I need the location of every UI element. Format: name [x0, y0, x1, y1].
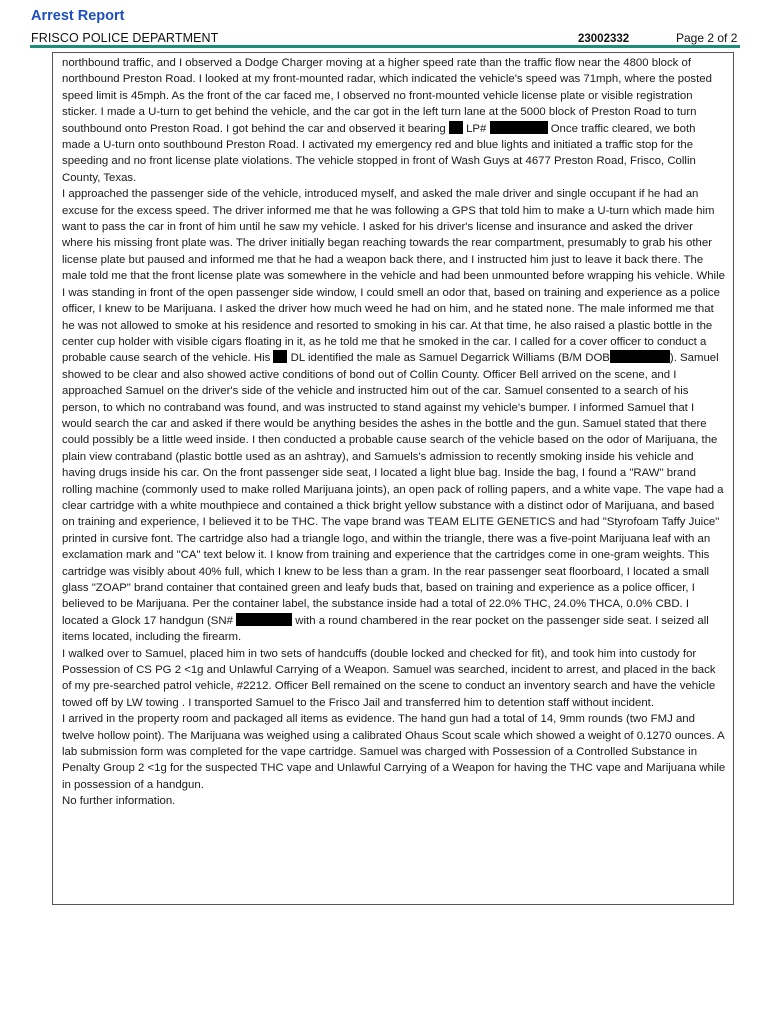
report-title: Arrest Report — [31, 8, 125, 24]
redaction-box — [610, 350, 670, 363]
narrative-text-run: LP# — [462, 122, 490, 135]
narrative-paragraph — [62, 793, 726, 809]
department-name: FRISCO POLICE DEPARTMENT — [31, 31, 219, 45]
narrative-text — [62, 55, 726, 810]
header-divider — [30, 45, 740, 48]
narrative-text-run: I approached the passenger side of the vehicle, introduced myself, and asked the male driver and single occupant if he had an excuse for the excess speed. The driver informed me that he was following a GPS that told him to make a U-turn which made him want to pass the car in front of him until he saw my vehicle. I asked for his driver's license and insurance and asked the driver where his missing front plate was. The driver initially began reaching towards the rear compartment, presumably to grab his other license plate but paused and informed me that he had a weapon back there, and I instructed him just to leave it back there. The male told me that the front license plate was somewhere in the vehicle and had been unmounted before wrapping his vehicle. While I was standing in front of the open passenger side window, I could smell an odor that, based on training and experience as a police officer, I knew to be Marijuana. I asked the driver how much weed he had on him, and he stated none. The male informed me that he was not allowed to smoke at his residence and resorted to smoking in his car. At that time, he also raised a plastic bottle in the center cup holder with visible cigars floating in it, as he told me that he smoked in the car. I called for a cover officer to conduct a probable cause search of the vehicle. His — [62, 188, 725, 365]
narrative-text-run: No further information. — [62, 795, 176, 808]
redaction-box — [273, 350, 287, 363]
narrative-text-run: I arrived in the property room and packaged all items as evidence. The hand gun had a total of 14, 9mm rounds (two FMJ and twelve hollow point). The Marijuana was weighed using a calibrated Ohaus Scout scale which showed a weight of 0.1270 ounces. A lab submission form was completed for the vape cartridge. Samuel was charged with Possession of a Controlled Substance in Penalty Group 2 <1g for the suspected THC vape and Unlawful Carrying of a Weapon for having the THC vape and Marijuana while in possession of a handgun. — [62, 713, 726, 791]
narrative-text-run: ). Samuel showed to be clear and also showed active conditions of bond out of Collin County. Officer Bell arrived on the scene, and I approached Samuel on the driver's side of the vehicle and instructed him out of the car. Samuel consented to a search of his person, to which no contraband was found, and was instructed to stand against my vehicle's bumper. I informed Samuel that I would search the car and asked if there would be anything besides the ashes in the bottle and the gun. Samuel stated that there could possibly be a little weed inside. I then conducted a probable cause search of the vehicle based on the odor of Marijuana, the plain view contraband (plastic bottle used as an ashtray), and Samuels's admission to recently smoking inside his vehicle and having drugs inside his car. On the front passenger side seat, I located a light blue bag. Inside the bag, I found a "RAW" brand rolling machine (commonly used to make rolled Marijuana joints), an open pack of rolling papers, and a white vape. The vape had a clear cartridge with a white mouthpiece and contained a thick bright yellow substance with a distinct odor of Marijuana, and based on training and experience, I believed it to be THC. The vape brand was TEAM ELITE GENETICS and had "Styrofoam Taffy Juice" printed in cursive font. The cartridge also had a triangle logo, and within the triangle, there was a five-point Marijuana leaf with an exclamation mark and "CA" text below it. I know from training and experience that the cartridges come in one-gram weights. This cartridge was visibly about 40% full, which I knew to be less than a gram. In the rear passenger seat floorboard, I located a small glass "ZOAP" brand container that contained green and leafy buds that, based on training and experience as a police officer, I believed to be Marijuana. Per the container label, the substance inside had a total of 22.0% THC, 24.0% THCA, 0.0% CBD. I located a Glock 17 handgun (SN# — [62, 352, 724, 627]
narrative-text-run: DL identified the male as Samuel Degarrick Williams (B/M DOB — [287, 352, 610, 365]
page-indicator: Page 2 of 2 — [676, 31, 738, 45]
narrative-paragraph — [62, 711, 726, 793]
narrative-text-run: Once traffic cleared, we both made a U-turn onto southbound Preston Road. I activated my emergency red and blue lights and initiated a traffic stop for the speeding and no front license plate violations. The vehicle stopped in front of Wash Guys at 4677 Preston Road, Frisco, Collin County, Texas. — [62, 122, 696, 184]
narrative-text-run: I walked over to Samuel, placed him in two sets of handcuffs (double locked and checked for fit), and took him into custody for Possession of CS PG 2 <1g and Unlawful Carrying of a Weapon. Samuel was searched, incident to arrest, and placed in the back of my pre-searched patrol vehicle, #2212. Officer Bell remained on the scene to conduct an inventory search and have the vehicle towed off by LW towing . I transported Samuel to the Frisco Jail and transferred him to detention staff without incident. — [62, 647, 716, 709]
narrative-paragraph — [62, 646, 726, 712]
narrative-text-run: northbound traffic, and I observed a Dodge Charger moving at a higher speed rate than the traffic flow near the 4800 block of northbound Preston Road. I looked at my front-mounted radar, which indicated the vehicle's speed was 71mph, where the posted speed limit is 45mph. As the front of the car faced me, I observed no front-mounted vehicle license plate or visible registration sticker. I made a U-turn to get behind the vehicle, and the car got in the left turn lane at the 5000 block of Preston Road to turn southbound onto Preston Road. I got behind the car and observed it bearing — [62, 57, 712, 135]
narrative-paragraph — [62, 186, 726, 645]
narrative-text-run: with a round chambered in the rear pocket on the passenger side seat. I seized all items located, including the firearm. — [62, 614, 709, 644]
redaction-box — [490, 121, 548, 134]
redaction-box — [236, 613, 292, 626]
redaction-box — [449, 121, 463, 134]
report-number: 23002332 — [578, 33, 630, 45]
narrative-paragraph — [62, 55, 726, 186]
